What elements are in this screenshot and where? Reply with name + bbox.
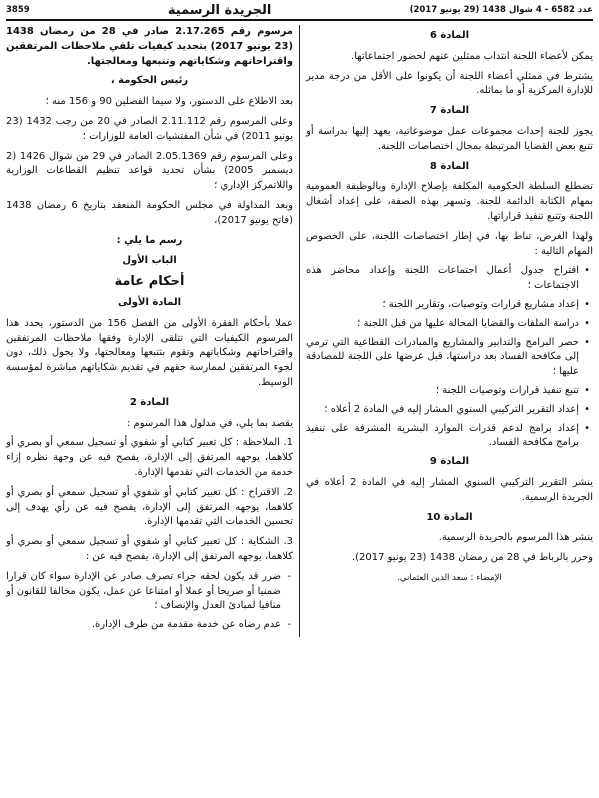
page-number: 3859 [6, 5, 30, 15]
article-2-title: المادة 2 [129, 396, 170, 408]
definition: 1. الملاحظة : كل تعبير كتابي أو شفوي أو تسجيل سمعي أو بصري أو كلاهما، يوجهه المرتفق إلى الإدارة، يفصح فيه عن وجهة نظره إزاء خدمة من الخدمات التي تقدمها الإدارة. [6, 437, 293, 478]
column-divider [299, 25, 300, 637]
definition-list [6, 570, 293, 633]
paragraph: ولهذا الغرض، تناط بها، في إطار اختصاصات اللجنة، على الخصوص المهام التالية : [306, 230, 593, 257]
preamble-item: وعلى المرسوم رقم 2.05.1369 الصادر في 29 من شوال 1426 (2 ديسمبر 2005) بشأن تحديد قواعد تنظيم القطاعات الوزارية واللاتمركز الإداري ؛ [6, 150, 293, 192]
article-8-title: المادة 8 [429, 160, 470, 172]
article-7-title: المادة 7 [429, 105, 470, 117]
list-item: • تتبع تنفيذ قرارات وتوصيات اللجنة ؛ [306, 384, 579, 399]
paragraph: يقصد بما يلي، في مدلول هذا المرسوم : [126, 417, 293, 429]
closing-date: وحرر بالرباط في 28 من رمضان 1438 (23 يونيو 2017). [351, 552, 593, 564]
issue-info: عدد 6582 - 4 شوال 1438 (29 يونيو 2017) [409, 5, 593, 15]
preamble-item: وعلى المرسوم رقم 2.11.112 الصادر في 20 من رجب 1432 (23 يونيو 2011) في شأن المفتشيات العامة للوزارات ؛ [6, 115, 293, 142]
definition: 3. الشكاية : كل تعبير كتابي أو شفوي أو تسجيل سمعي أو بصري أو كلاهما، يوجهه المرتفق إلى الإدارة، يفصح فيه عن : [6, 536, 293, 562]
preamble-item: وبعد المداولة في مجلس الحكومة المنعقد بتاريخ 6 رمضان 1438 (فاتح يونيو 2017)، [6, 199, 293, 226]
list-item: • دراسة الملفات والقضايا المحالة عليها من قبل اللجنة ؛ [306, 317, 579, 332]
list-item: • اقتراح جدول أعمال اجتماعات اللجنة وإعداد محاضر هذه الاجتماعات ؛ [306, 264, 579, 294]
issuer: رئيس الحكومة ، [110, 75, 189, 87]
preamble-item: بعد الاطلاع على الدستور، ولا سيما الفصلين 90 و 156 منه ؛ [45, 96, 293, 108]
paragraph: تضطلع السلطة الحكومية المكلفة بإصلاح الإدارة وبالوظيفة العمومية بمهام الكتابة الدائمة للجنة. وتسهر بهذه الصفة، على إعداد أشغال اللجنة وتتبع تنفيذ قراراتها. [306, 181, 593, 222]
paragraph: يشترط في ممثلي أعضاء اللجنة أن يكونوا على الأقل من درجة مدير للإدارة المركزية أو ما يماثله. [306, 70, 593, 97]
article-8-list [306, 264, 593, 451]
list-item: - ضرر قد يكون لحقه جراء تصرف صادر عن الإدارة سواء كان قرارا ضمنيا أو صريحا أو عملا أو امتناعا عن عمل، يكون مخالفا للقانون أو منافيا لمبادئ العدل والإنصاف ؛ [6, 570, 281, 614]
paragraph: عملا بأحكام الفقرة الأولى من الفصل 156 من الدستور، يحدد هذا المرسوم الكيفيات التي تتلقى الإدارة وفقها ملاحظات المرتفقين واقتراحاتهم وشكاياتهم وتقوم بتتبعها ومعالجتها، ولا يحول ذلك، دون لجوء المرتفقين لممارسة حقهم في تقديم شكاياتهم مباشرة لمؤسسة الوسيط. [6, 317, 293, 388]
header-rule [6, 19, 593, 21]
article-9-title: المادة 9 [429, 456, 470, 468]
article-6-title: المادة 6 [429, 30, 470, 41]
left-column [6, 25, 293, 637]
chapter: الباب الأول [122, 255, 177, 267]
decree-title: مرسوم رقم 2.17.265 صادر في 28 من رمضان 1438 (23 يونيو 2017) بتحديد كيفيات تلقي ملاحظات المرتفقين واقتراحاتهم وشكاياتهم وتتبعها ومعالجتها. [6, 26, 294, 67]
article-1-title: المادة الأولى [117, 296, 182, 308]
decree-formula: رسم ما يلي : [116, 234, 183, 246]
signature: الإمضاء : سعد الدين العثماني. [397, 572, 502, 583]
definition: 2. الاقتراح : كل تعبير كتابي أو شفوي أو تسجيل سمعي أو بصري أو كلاهما، يوجهه المرتفق إلى الإدارة، يفصح فيه عن رأي يهدف إلى تحسين الخدمات التي تقدمها الإدارة. [6, 486, 293, 528]
page-header [6, 2, 593, 18]
list-item: • إعداد مشاريع قرارات وتوصيات، وتقارير اللجنة ؛ [306, 298, 579, 313]
paragraph: يمكن لأعضاء اللجنة انتداب ممثلين عنهم لحضور اجتماعاتها. [351, 50, 593, 62]
article-10-title: المادة 10 [426, 511, 473, 523]
list-item: • حصر البرامج والتدابير والمشاريع والمبادرات القطاعية التي ترمي إلى مكافحة الفساد بعد دراستها، قبل عرضها على اللجنة للمصادقة عليها ؛ [306, 336, 579, 380]
list-item: • إعداد التقرير التركيبي السنوي المشار إليه في المادة 2 أعلاه ؛ [306, 403, 579, 418]
paragraph: ينشر هذا المرسوم بالجريدة الرسمية. [438, 532, 593, 544]
columns [6, 25, 593, 637]
right-column [306, 25, 593, 637]
journal-title: الجريدة الرسمية [167, 2, 272, 18]
list-item: - عدم رضاه عن خدمة مقدمة من طرف الإدارة. [6, 618, 281, 633]
paragraph: ينشر التقرير التركيبي السنوي المشار إليه في المادة 2 أعلاه في الجريدة الرسمية. [306, 476, 593, 503]
chapter-title: أحكام عامة [114, 274, 185, 290]
paragraph: يجوز للجنة إحداث مجموعات عمل موضوعاتية، يعهد إليها بدراسة أو تتبع بعض القضايا المرتبطة بمجال اختصاصات اللجنة. [306, 125, 593, 152]
list-item: • إعداد برامج لدعم قدرات الموارد البشرية المشرفة على تنفيذ برامج مكافحة الفساد. [306, 422, 579, 452]
